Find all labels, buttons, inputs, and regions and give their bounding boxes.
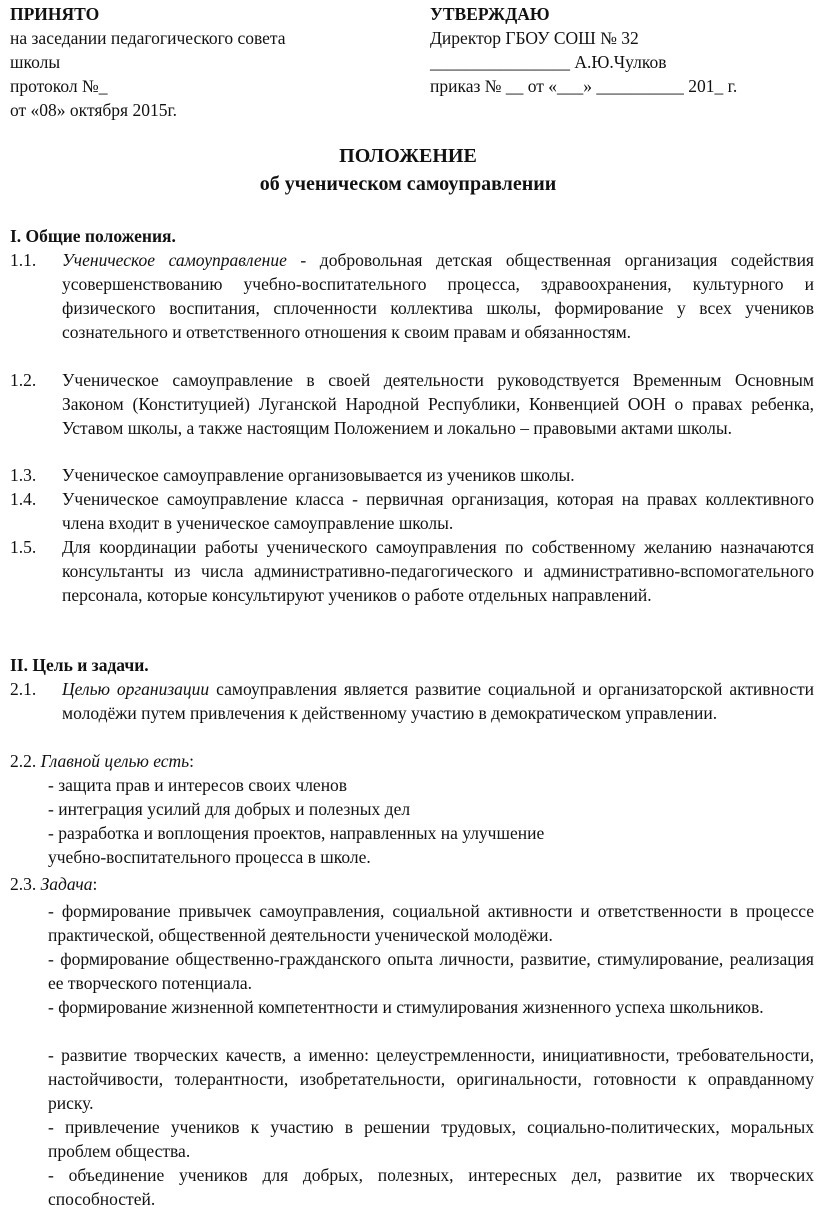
clause-body: добровольная детская общественная организация содействия усовершенствованию учебно-воспитательного процесса, здравоохранения, культурного и физического воспитания, сплоченности коллектива школы, формирование у всех учеников сознательного и ответственного отношения к своим правам и обязанностям. — [62, 250, 814, 342]
clause-text: Для координации работы ученического самоуправления по собственному желанию назначаются консультанты из числа административно-педагогического и административно-вспомогательного персонала, которые консультируют учеников о работе отдельных направлений. — [62, 537, 814, 605]
goal-bullet-continuation: учебно-воспитательного процесса в школе. — [48, 847, 371, 867]
task-paragraph: - формирование жизненной компетентности и стимулирования жизненного успеха школьников. — [48, 997, 764, 1017]
clause-number: 1.4. — [10, 489, 37, 509]
clause-text: Ученическое самоуправление класса - первичная организация, которая на правах коллективного члена входит в ученическое самоуправление школы. — [62, 489, 814, 533]
clause-colon: : — [189, 751, 195, 771]
task-paragraph: - формирование привычек самоуправления, социальной активности и ответственности в процессе практической, общественной деятельности ученической молодёжи. — [48, 901, 814, 945]
clause-number: 2.3. — [10, 874, 37, 894]
clause-2-2 — [10, 749, 194, 773]
clause-lead: Целью организации — [62, 679, 210, 699]
clause-number: 1.1. — [10, 250, 37, 270]
clause-text: Ученическое самоуправление организовывается из учеников школы. — [62, 465, 575, 485]
accepted-line-1: на заседании педагогического совета — [10, 28, 286, 48]
task-paragraph: - формирование общественно-гражданского опыта личности, развитие, стимулирование, реализация ее творческого потенциала. — [48, 949, 814, 993]
clause-number: 2.1. — [10, 679, 37, 699]
clause-lead: Задача — [40, 874, 93, 894]
clause-number: 1.2. — [10, 370, 37, 390]
clause-lead: Главной целью есть — [40, 751, 190, 771]
accepted-line-2: школы — [10, 52, 61, 72]
clause-number: 2.2. — [10, 751, 37, 771]
task-paragraph: - развитие творческих качеств, а именно: целеустремленности, инициативности, требовательности, настойчивости, толерантности, изобретательности, оригинальности, готовности к оправданному риску. — [48, 1045, 814, 1113]
section-1-heading: I. Общие положения. — [10, 226, 176, 246]
document-subtitle: об ученическом самоуправлении — [259, 173, 557, 195]
approve-title: УТВЕРЖДАЮ — [430, 4, 550, 24]
clause-text: Ученическое самоуправление в своей деятельности руководствуется Временным Основным Законом (Конституцией) Луганской Народной Республики, Конвенцией ООН о правах ребенка, Уставом школы, а также настоящим Положением и локально – правовыми актами школы. — [62, 370, 814, 438]
approve-line-3: приказ № __ от «___» __________ 201_ г. — [430, 76, 738, 96]
clause-colon: : — [92, 874, 98, 894]
approval-block-accepted — [10, 2, 410, 122]
clause-text — [62, 677, 814, 725]
clause-text — [62, 248, 814, 344]
clause-lead: Ученическое самоуправление - — [62, 250, 307, 270]
goal-bullet: - защита прав и интересов своих членов — [48, 775, 348, 795]
approval-block-approve — [430, 2, 810, 98]
clause-body: самоуправления является развитие социальной и организаторской активности молодёжи путем привлечения к действенному участию в демократическом управлении. — [62, 679, 814, 723]
clause-number: 1.3. — [10, 465, 37, 485]
clause-2-3 — [10, 872, 97, 896]
task-paragraph: - привлечение учеников к участию в решении трудовых, социально-политических, моральных проблем общества. — [48, 1117, 814, 1161]
accepted-line-3: протокол №_ — [10, 76, 108, 96]
accepted-line-4: от «08» октября 2015г. — [10, 100, 178, 120]
goal-bullet: - интеграция усилий для добрых и полезных дел — [48, 799, 411, 819]
goal-bullet: - разработка и воплощения проектов, направленных на улучшение — [48, 823, 545, 843]
clause-number: 1.5. — [10, 537, 37, 557]
task-paragraph: - объединение учеников для добрых, полезных, интересных дел, развитие их творческих способностей. — [48, 1165, 814, 1209]
approve-line-1: Директор ГБОУ СОШ № 32 — [430, 28, 639, 48]
accepted-title: ПРИНЯТО — [10, 4, 100, 24]
approve-line-2: ________________ А.Ю.Чулков — [430, 52, 667, 72]
section-2-heading: II. Цель и задачи. — [10, 655, 149, 675]
document-title: ПОЛОЖЕНИЕ — [339, 145, 477, 167]
